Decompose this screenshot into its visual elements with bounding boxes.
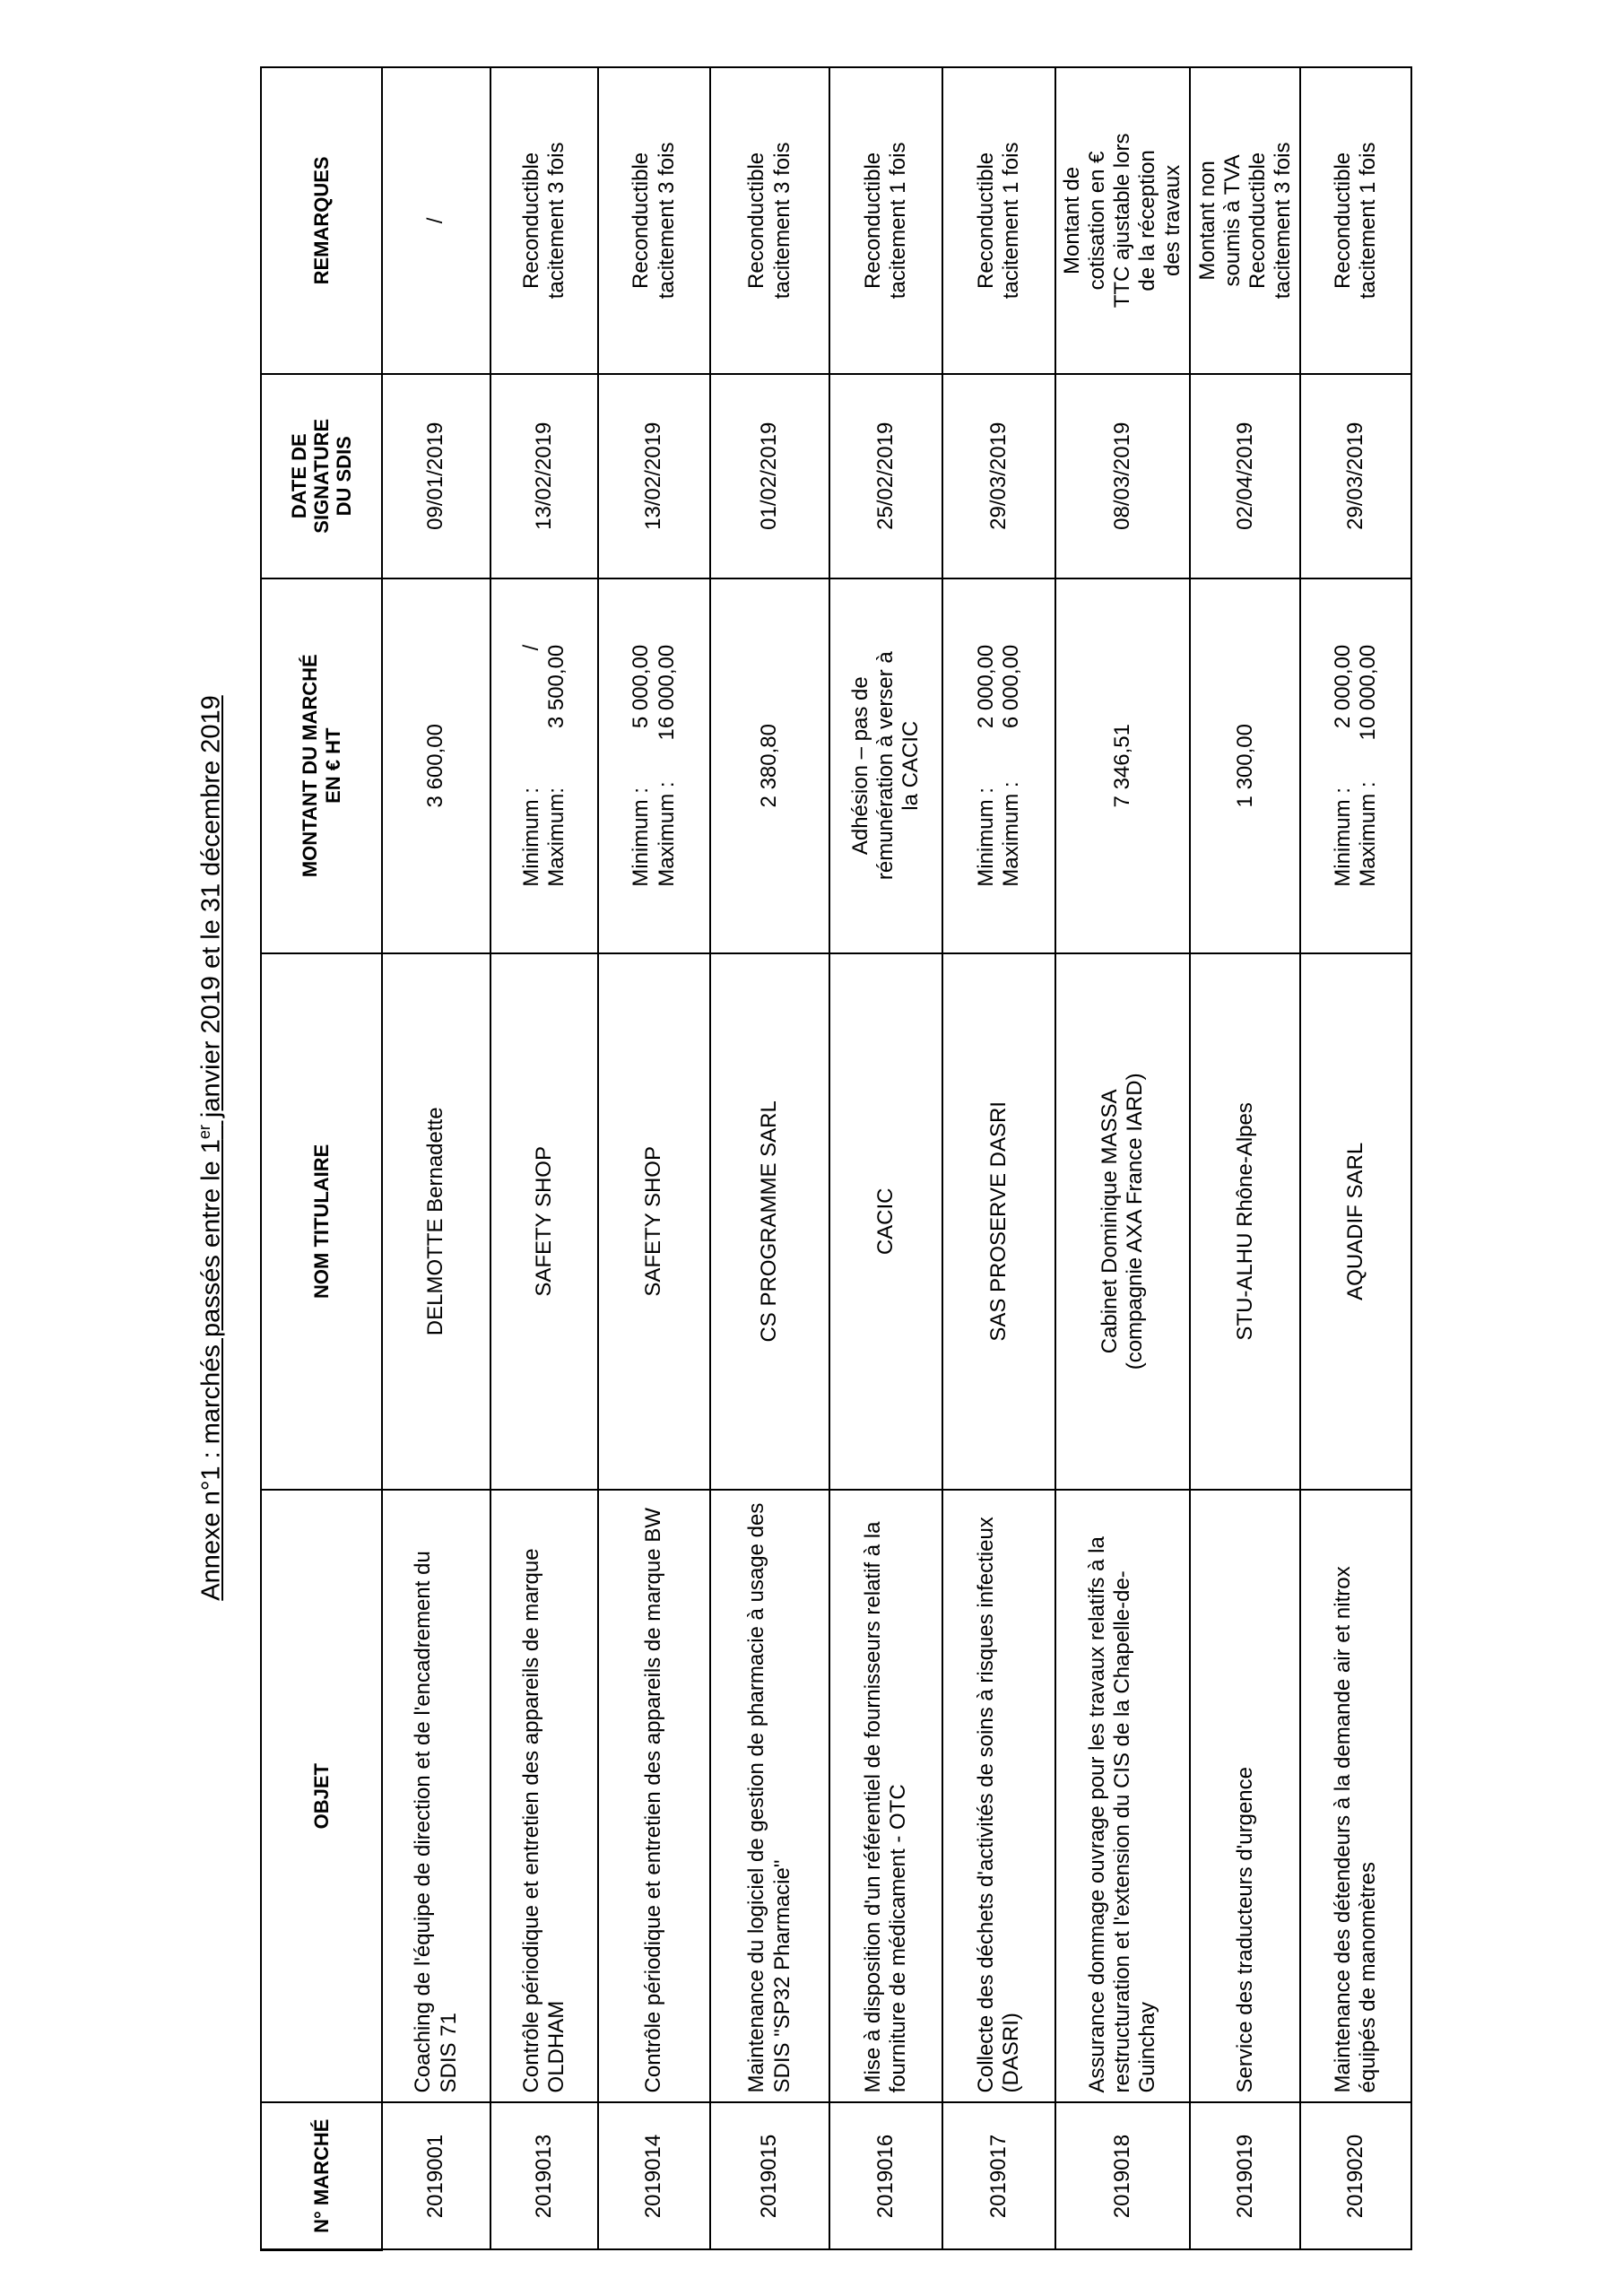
cell-date: 25/02/2019 <box>829 374 942 578</box>
remarques-line: Reconductible <box>1245 152 1270 289</box>
cell-titulaire: STU-ALHU Rhône-Alpes <box>1190 953 1300 1490</box>
header-numero: N° MARCHÉ <box>261 2102 382 2249</box>
cell-remarques <box>710 67 829 374</box>
cell-numero: 2019016 <box>829 2102 942 2249</box>
cell-objet: Maintenance du logiciel de gestion de pharmacie à usage des SDIS "SP32 Pharmacie" <box>710 1490 829 2103</box>
cell-remarques <box>490 67 598 374</box>
cell-date: 02/04/2019 <box>1190 374 1300 578</box>
max-label: Maximum : <box>1356 781 1381 887</box>
remarques-line: cotisation en € <box>1085 151 1110 291</box>
min-value: / <box>518 644 543 651</box>
cell-remarques <box>1190 67 1300 374</box>
header-montant-line: EN € HT <box>321 727 344 804</box>
cell-titulaire: SAFETY SHOP <box>598 953 710 1490</box>
cell-remarques <box>1055 67 1190 374</box>
min-label: Minimum : <box>1331 787 1356 887</box>
table-row <box>1055 67 1190 2250</box>
cell-montant <box>598 578 710 953</box>
contracts-table <box>260 66 1412 2251</box>
remarques-line: Reconductible <box>518 152 543 289</box>
max-label: Maximum : <box>999 781 1023 887</box>
remarques-line: Reconductible <box>973 152 998 289</box>
cell-remarques <box>942 67 1055 374</box>
header-montant <box>261 578 382 953</box>
table-row <box>710 67 829 2250</box>
cell-date: 01/02/2019 <box>710 374 829 578</box>
table-row <box>1190 67 1300 2250</box>
min-value: 2 000,00 <box>1331 644 1356 729</box>
cell-objet: Contrôle périodique et entretien des appareils de marque BW <box>598 1490 710 2103</box>
header-remarques: REMARQUES <box>261 67 382 374</box>
remarques-line: Reconductible <box>1331 152 1356 289</box>
cell-date: 08/03/2019 <box>1055 374 1190 578</box>
cell-titulaire: SAS PROSERVE DASRI <box>942 953 1055 1490</box>
title-text-end: janvier 2019 et le 31 décembre 2019 <box>196 695 226 1126</box>
cell-numero: 2019015 <box>710 2102 829 2249</box>
header-date <box>261 374 382 578</box>
montant-line: rémunération à verser à <box>872 651 898 881</box>
header-objet: OBJET <box>261 1490 382 2103</box>
cell-numero: 2019014 <box>598 2102 710 2249</box>
table-row <box>598 67 710 2250</box>
remarques-line: tacitement 3 fois <box>654 142 679 300</box>
remarques-line: de la réception <box>1135 150 1160 291</box>
max-value: 16 000,00 <box>654 644 679 741</box>
min-value: 5 000,00 <box>629 644 654 729</box>
table-row <box>1300 67 1411 2250</box>
cell-montant <box>1300 578 1411 953</box>
table-row <box>382 67 490 2250</box>
header-date-line: SIGNATURE <box>309 418 333 534</box>
cell-objet: Maintenance des détendeurs à la demande air et nitrox équipés de manomètres <box>1300 1490 1411 2103</box>
header-date-line: DU SDIS <box>333 436 356 517</box>
remarques-line: tacitement 3 fois <box>544 142 568 300</box>
header-titulaire: NOM TITULAIRE <box>261 953 382 1490</box>
cell-objet: Collecte des déchets d'activités de soins à risques infectieux (DASRI) <box>942 1490 1055 2103</box>
cell-titulaire <box>1055 953 1190 1490</box>
cell-montant: 7 346,51 <box>1055 578 1190 953</box>
cell-titulaire: CACIC <box>829 953 942 1490</box>
max-label: Maximum: <box>544 787 568 887</box>
min-label: Minimum : <box>518 787 543 887</box>
cell-titulaire: DELMOTTE Bernadette <box>382 953 490 1490</box>
max-value: 3 500,00 <box>544 644 568 729</box>
cell-montant: 2 380,80 <box>710 578 829 953</box>
cell-remarques <box>1300 67 1411 374</box>
remarques-line: Reconductible <box>744 152 769 289</box>
cell-montant <box>829 578 942 953</box>
remarques-line: tacitement 1 fois <box>999 142 1023 300</box>
cell-remarques: / <box>382 67 490 374</box>
table-header-row <box>261 67 382 2250</box>
table-row <box>829 67 942 2250</box>
remarques-line: soumis à TVA <box>1219 154 1245 287</box>
min-max-block <box>1331 645 1381 887</box>
page-title <box>195 0 227 2296</box>
max-value: 10 000,00 <box>1356 644 1381 741</box>
cell-numero: 2019013 <box>490 2102 598 2249</box>
montant-line: Adhésion – pas de <box>847 676 872 856</box>
remarques-line: tacitement 3 fois <box>1270 142 1295 300</box>
min-label: Minimum : <box>629 787 654 887</box>
cell-date: 13/02/2019 <box>490 374 598 578</box>
max-value: 6 000,00 <box>999 644 1023 729</box>
cell-titulaire: CS PROGRAMME SARL <box>710 953 829 1490</box>
cell-montant <box>942 578 1055 953</box>
cell-remarques <box>598 67 710 374</box>
cell-date: 29/03/2019 <box>942 374 1055 578</box>
cell-numero: 2019019 <box>1190 2102 1300 2249</box>
cell-numero: 2019018 <box>1055 2102 1190 2249</box>
cell-date: 09/01/2019 <box>382 374 490 578</box>
cell-numero: 2019017 <box>942 2102 1055 2249</box>
min-max-block <box>629 645 679 887</box>
cell-montant: 1 300,00 <box>1190 578 1300 953</box>
cell-titulaire: AQUADIF SARL <box>1300 953 1411 1490</box>
remarques-line: tacitement 3 fois <box>769 142 794 300</box>
cell-montant <box>490 578 598 953</box>
title-sup: er <box>195 1125 213 1140</box>
table-row <box>942 67 1055 2250</box>
remarques-line: Reconductible <box>860 152 885 289</box>
montant-line: la CACIC <box>898 720 924 811</box>
max-label: Maximum : <box>654 781 679 887</box>
cell-date: 13/02/2019 <box>598 374 710 578</box>
cell-numero: 2019001 <box>382 2102 490 2249</box>
min-value: 2 000,00 <box>973 644 998 729</box>
cell-titulaire: SAFETY SHOP <box>490 953 598 1490</box>
titulaire-line: Cabinet Dominique MASSA <box>1098 1089 1123 1354</box>
remarques-line: des travaux <box>1160 164 1185 276</box>
cell-objet: Assurance dommage ouvrage pour les travaux relatifs à la restructuration et l'extension du CIS de la Chapelle-de-Guinchay <box>1055 1490 1190 2103</box>
cell-objet: Contrôle périodique et entretien des appareils de marque OLDHAM <box>490 1490 598 2103</box>
cell-objet: Coaching de l'équipe de direction et de l'encadrement du SDIS 71 <box>382 1490 490 2103</box>
cell-remarques <box>829 67 942 374</box>
remarques-line: TTC ajustable lors <box>1110 133 1135 309</box>
min-label: Minimum : <box>973 787 998 887</box>
title-text: Annexe n°1 : marchés passés entre le 1 <box>196 1139 226 1601</box>
min-max-block <box>974 645 1024 887</box>
min-max-block <box>519 645 569 887</box>
cell-objet: Service des traducteurs d'urgence <box>1190 1490 1300 2103</box>
remarques-line: Reconductible <box>629 152 654 289</box>
remarques-line: tacitement 1 fois <box>886 142 910 300</box>
remarques-line: Montant non <box>1194 161 1219 281</box>
remarques-line: Montant de <box>1060 166 1084 274</box>
cell-date: 29/03/2019 <box>1300 374 1411 578</box>
titulaire-line: (compagnie AXA France IARD) <box>1123 1073 1148 1370</box>
header-montant-line: MONTANT DU MARCHÉ <box>299 654 322 878</box>
table-row <box>490 67 598 2250</box>
cell-numero: 2019020 <box>1300 2102 1411 2249</box>
cell-objet: Mise à disposition d'un référentiel de fournisseurs relatif à la fourniture de médicament - OTC <box>829 1490 942 2103</box>
header-date-line: DATE DE <box>287 433 310 519</box>
remarques-line: tacitement 1 fois <box>1356 142 1381 300</box>
cell-montant: 3 600,00 <box>382 578 490 953</box>
